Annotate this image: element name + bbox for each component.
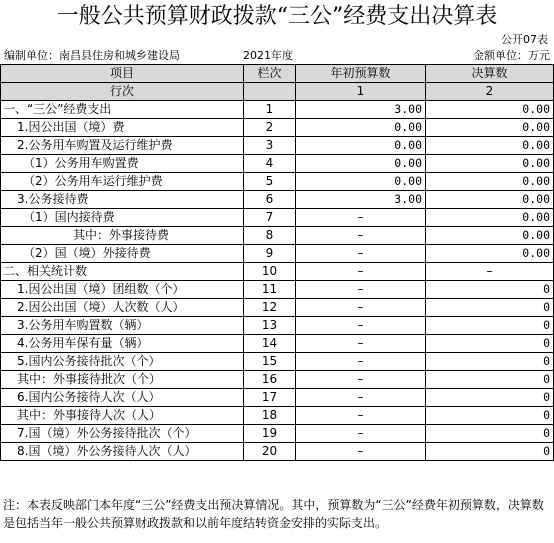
table-row (1, 119, 554, 137)
row-seq: 3 (244, 137, 296, 155)
table-row (1, 389, 554, 407)
table-row (1, 317, 554, 335)
row-seq: 11 (244, 281, 296, 299)
row-final: – (426, 263, 554, 281)
index-seq-empty (244, 83, 296, 101)
row-budget: – (296, 389, 426, 407)
row-name: （2）国（境）外接待费 (1, 245, 244, 263)
row-final: 0.00 (426, 173, 554, 191)
table-code: 公开07表 (501, 33, 548, 46)
row-seq: 4 (244, 155, 296, 173)
row-budget: 0.00 (296, 173, 426, 191)
row-seq: 8 (244, 227, 296, 245)
row-name: 6.国内公务接待人次（人） (1, 389, 244, 407)
index-budget: 1 (296, 83, 426, 101)
row-final: 0 (426, 281, 554, 299)
row-seq: 14 (244, 335, 296, 353)
row-final: 0.00 (426, 227, 554, 245)
row-final: 0.00 (426, 101, 554, 119)
row-seq: 7 (244, 209, 296, 227)
fiscal-year: 2021年度 (243, 49, 293, 62)
row-seq: 10 (244, 263, 296, 281)
index-label: 行次 (1, 83, 244, 101)
amount-unit: 金额单位：万元 (473, 49, 550, 62)
row-budget: – (296, 353, 426, 371)
row-name: （2）公务用车运行维护费 (1, 173, 244, 191)
compiling-unit: 编制单位：南昌县住房和城乡建设局 (4, 49, 180, 62)
row-final: 0.00 (426, 191, 554, 209)
table-row (1, 371, 554, 389)
row-final: 0 (426, 407, 554, 425)
row-budget: – (296, 299, 426, 317)
row-name: 1.因公出国（境）团组数（个） (1, 281, 244, 299)
row-final: 0 (426, 299, 554, 317)
table-row (1, 407, 554, 425)
row-name: 4.公务用车保有量（辆） (1, 335, 244, 353)
row-name: 2.因公出国（境）人次数（人） (1, 299, 244, 317)
row-budget: – (296, 209, 426, 227)
row-final: 0 (426, 335, 554, 353)
row-seq: 1 (244, 101, 296, 119)
row-final: 0.00 (426, 155, 554, 173)
table-row (1, 227, 554, 245)
row-name: 8.国（境）外公务接待人次（人） (1, 443, 244, 461)
row-budget: – (296, 281, 426, 299)
row-final: 0 (426, 425, 554, 443)
row-final: 0 (426, 389, 554, 407)
row-budget: 0.00 (296, 119, 426, 137)
row-budget: – (296, 335, 426, 353)
row-seq: 18 (244, 407, 296, 425)
row-seq: 13 (244, 317, 296, 335)
table-row (1, 101, 554, 119)
table-row (1, 155, 554, 173)
row-name: 3.公务接待费 (1, 191, 244, 209)
row-name: （1）国内接待费 (1, 209, 244, 227)
table-row (1, 425, 554, 443)
row-seq: 17 (244, 389, 296, 407)
index-final: 2 (426, 83, 554, 101)
row-name: 其中：外事接待费 (1, 227, 244, 245)
row-seq: 2 (244, 119, 296, 137)
header-item: 项目 (1, 65, 244, 83)
footnote: 注：本表反映部门本年度“三公”经费支出预决算情况。其中，预算数为“三公”经费年初预算数，决算数是包括当年一般公共预算财政拨款和以前年度结转资金安排的实际支出。 (3, 498, 544, 530)
row-seq: 12 (244, 299, 296, 317)
header-seq: 栏次 (244, 65, 296, 83)
table-row (1, 191, 554, 209)
table-row (1, 263, 554, 281)
table-row (1, 209, 554, 227)
row-name: 一、“三公”经费支出 (1, 101, 244, 119)
row-budget: 0.00 (296, 155, 426, 173)
row-name: 3.公务用车购置数（辆） (1, 317, 244, 335)
table-row (1, 443, 554, 461)
row-seq: 15 (244, 353, 296, 371)
row-final: 0.00 (426, 137, 554, 155)
row-seq: 19 (244, 425, 296, 443)
row-seq: 16 (244, 371, 296, 389)
row-seq: 20 (244, 443, 296, 461)
row-budget: 3.00 (296, 101, 426, 119)
table-row (1, 299, 554, 317)
table-row (1, 281, 554, 299)
expense-table (0, 64, 554, 461)
row-budget: 0.00 (296, 137, 426, 155)
row-final: 0 (426, 317, 554, 335)
row-final: 0 (426, 443, 554, 461)
table-row (1, 173, 554, 191)
table-row (1, 353, 554, 371)
table-row (1, 245, 554, 263)
row-budget: – (296, 443, 426, 461)
row-final: 0.00 (426, 119, 554, 137)
row-name: 2.公务用车购置及运行维护费 (1, 137, 244, 155)
row-budget: – (296, 317, 426, 335)
row-budget: – (296, 371, 426, 389)
row-budget: – (296, 263, 426, 281)
row-final: 0.00 (426, 245, 554, 263)
row-name: （1）公务用车购置费 (1, 155, 244, 173)
row-name: 7.国（境）外公务接待批次（个） (1, 425, 244, 443)
header-row (1, 65, 554, 83)
table-row (1, 137, 554, 155)
row-final: 0 (426, 353, 554, 371)
row-budget: – (296, 227, 426, 245)
row-final: 0 (426, 371, 554, 389)
table-row (1, 335, 554, 353)
header-final: 决算数 (426, 65, 554, 83)
row-budget: – (296, 245, 426, 263)
row-name: 5.国内公务接待批次（个） (1, 353, 244, 371)
row-budget: 3.00 (296, 191, 426, 209)
header-budget: 年初预算数 (296, 65, 426, 83)
index-row (1, 83, 554, 101)
row-name: 其中：外事接待人次（人） (1, 407, 244, 425)
row-seq: 5 (244, 173, 296, 191)
row-final: 0.00 (426, 209, 554, 227)
row-name: 二、相关统计数 (1, 263, 244, 281)
page-title: 一般公共预算财政拨款“三公”经费支出决算表 (56, 4, 498, 29)
row-seq: 9 (244, 245, 296, 263)
row-seq: 6 (244, 191, 296, 209)
row-name: 1.因公出国（境）费 (1, 119, 244, 137)
row-budget: – (296, 425, 426, 443)
row-budget: – (296, 407, 426, 425)
row-name: 其中：外事接待批次（个） (1, 371, 244, 389)
